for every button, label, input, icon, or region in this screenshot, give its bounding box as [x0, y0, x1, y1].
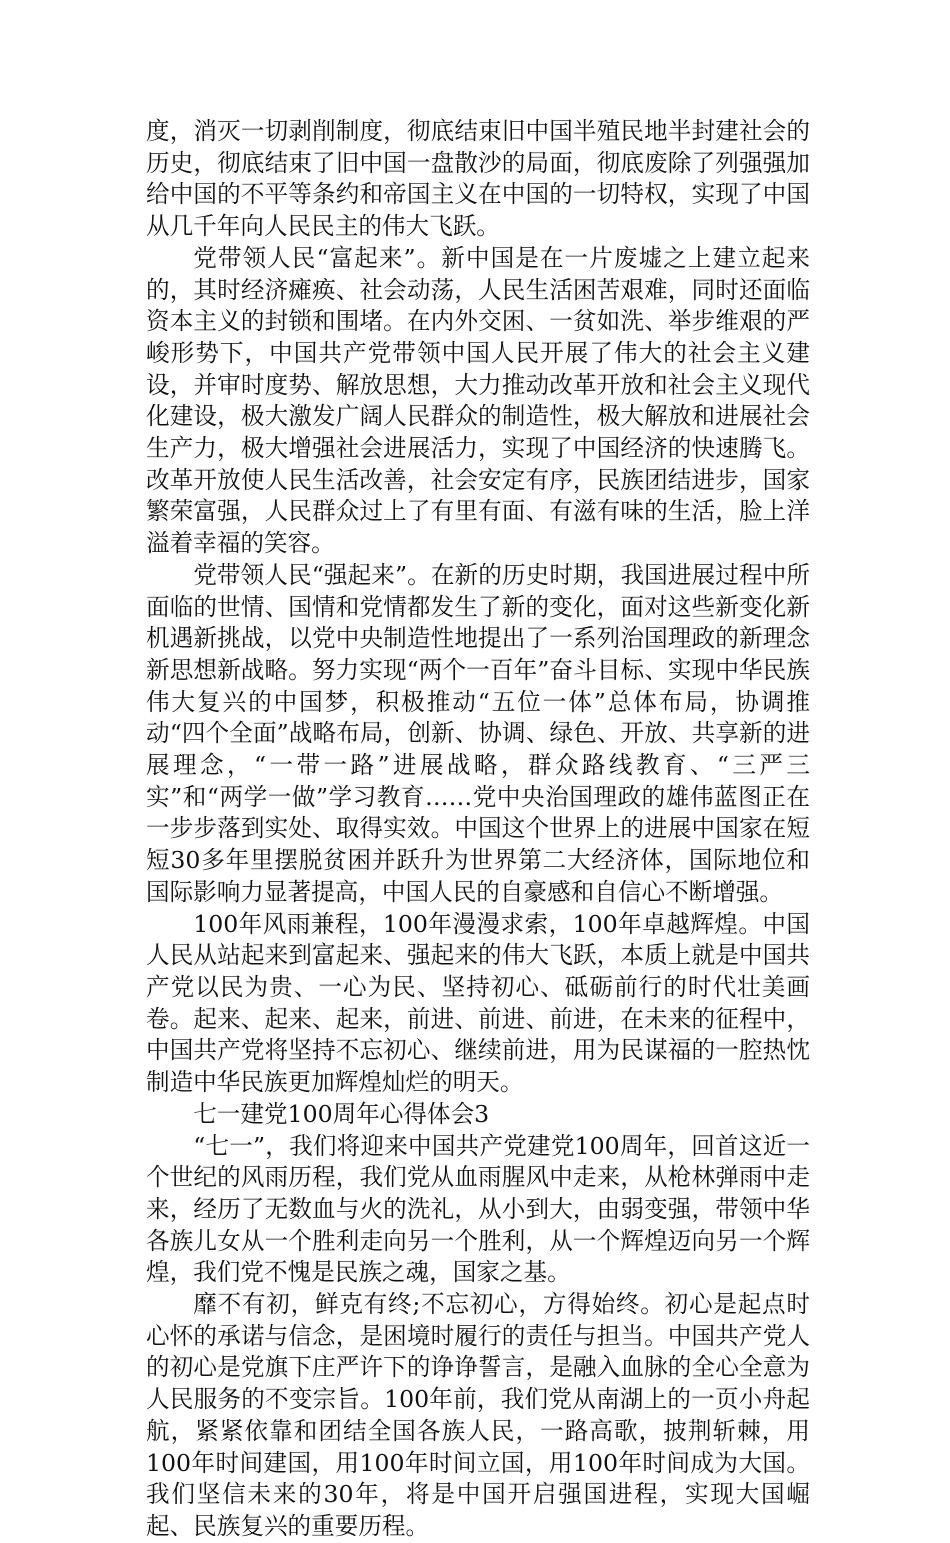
section-heading: 七一建党100周年心得体会3 [193, 1099, 490, 1128]
paragraph-continuation: 度，消灭一切剥削制度，彻底结束旧中国半殖民地半封建社会的历史，彻底结束了旧中国一盘散沙的局面，彻底废除了列强强加给中国的不平等条约和帝国主义在中国的一切特权，实现了中国从几千年向人民民主的伟大飞跃。 [146, 117, 810, 241]
paragraph-strong: 党带领人民“强起来”。在新的历史时期，我国进展过程中所面临的世情、国情和党情都发生了新的变化，面对这些新变化新机遇新挑战，以党中央制造性地提出了一系列治国理政的新理念新思想新战略。努力实现“两个一百年”奋斗目标、实现中华民族伟大复兴的中国梦，积极推动“五位一体”总体布局，协调推动“四个全面”战略布局，创新、协调、绿色、开放、共享新的进展理念，“一带一路”进展战略，群众路线教育、“三严三实”和“两学一做”学习教育……党中央治国理政的雄伟蓝图正在一步步落到实处、取得实效。中国这个世界上的进展中国家在短短30多年里摆脱贫困并跃升为世界第二大经济体，国际地位和国际影响力显著提高，中国人民的自豪感和自信心不断增强。 [146, 560, 810, 906]
paragraph-july-first: “七一”，我们将迎来中国共产党建党100周年，回首这近一个世纪的风雨历程，我们党从血雨腥风中走来，从枪林弹雨中走来，经历了无数血与火的洗礼，从小到大，由弱变强，带领中华各族儿女从一个胜利走向另一个胜利，从一个辉煌迈向另一个辉煌，我们党不愧是民族之魂，国家之基。 [146, 1131, 810, 1287]
paragraph-rich: 党带领人民“富起来”。新中国是在一片废墟之上建立起来的，其时经济瘫痪、社会动荡，人民生活困苦艰难，同时还面临资本主义的封锁和围堵。在内外交困、一贫如洗、举步维艰的严峻形势下，中国共产党带领中国人民开展了伟大的社会主义建设，并审时度势、解放思想，大力推动改革开放和社会主义现代化建设，极大激发广阔人民群众的制造性，极大解放和进展社会生产力，极大增强社会进展活力，实现了中国经济的快速腾飞。改革开放使人民生活改善，社会安定有序，民族团结进步，国家繁荣富强，人民群众过上了有里有面、有滋有味的生活，脸上洋溢着幸福的笑容。 [146, 243, 810, 558]
paragraph-hundred-years: 100年风雨兼程，100年漫漫求索，100年卓越辉煌。中国人民从站起来到富起来、强起来的伟大飞跃，本质上就是中国共产党以民为贵、一心为民、坚持初心、砥砺前行的时代壮美画卷。起来、起来、起来，前进、前进、前进，在未来的征程中，中国共产党将坚持不忘初心、继续前进，用为民谋福的一腔热忱制造中华民族更加辉煌灿烂的明天。 [146, 909, 810, 1097]
paragraph-original-aspiration: 靡不有初，鲜克有终;不忘初心，方得始终。初心是起点时心怀的承诺与信念，是困境时履行的责任与担当。中国共产党人的初心是党旗下庄严许下的诤诤誓言，是融入血脉的全心全意为人民服务的不变宗旨。100年前，我们党从南湖上的一页小舟起航，紧紧依靠和团结全国各族人民，一路高歌，披荆斩棘，用100年时间建国，用100年时间立国，用100年时间成为大国。我们坚信未来的30年，将是中国开启强国进程，实现大国崛起、民族复兴的重要历程。 [146, 1290, 810, 1540]
document-page [146, 116, 810, 1543]
